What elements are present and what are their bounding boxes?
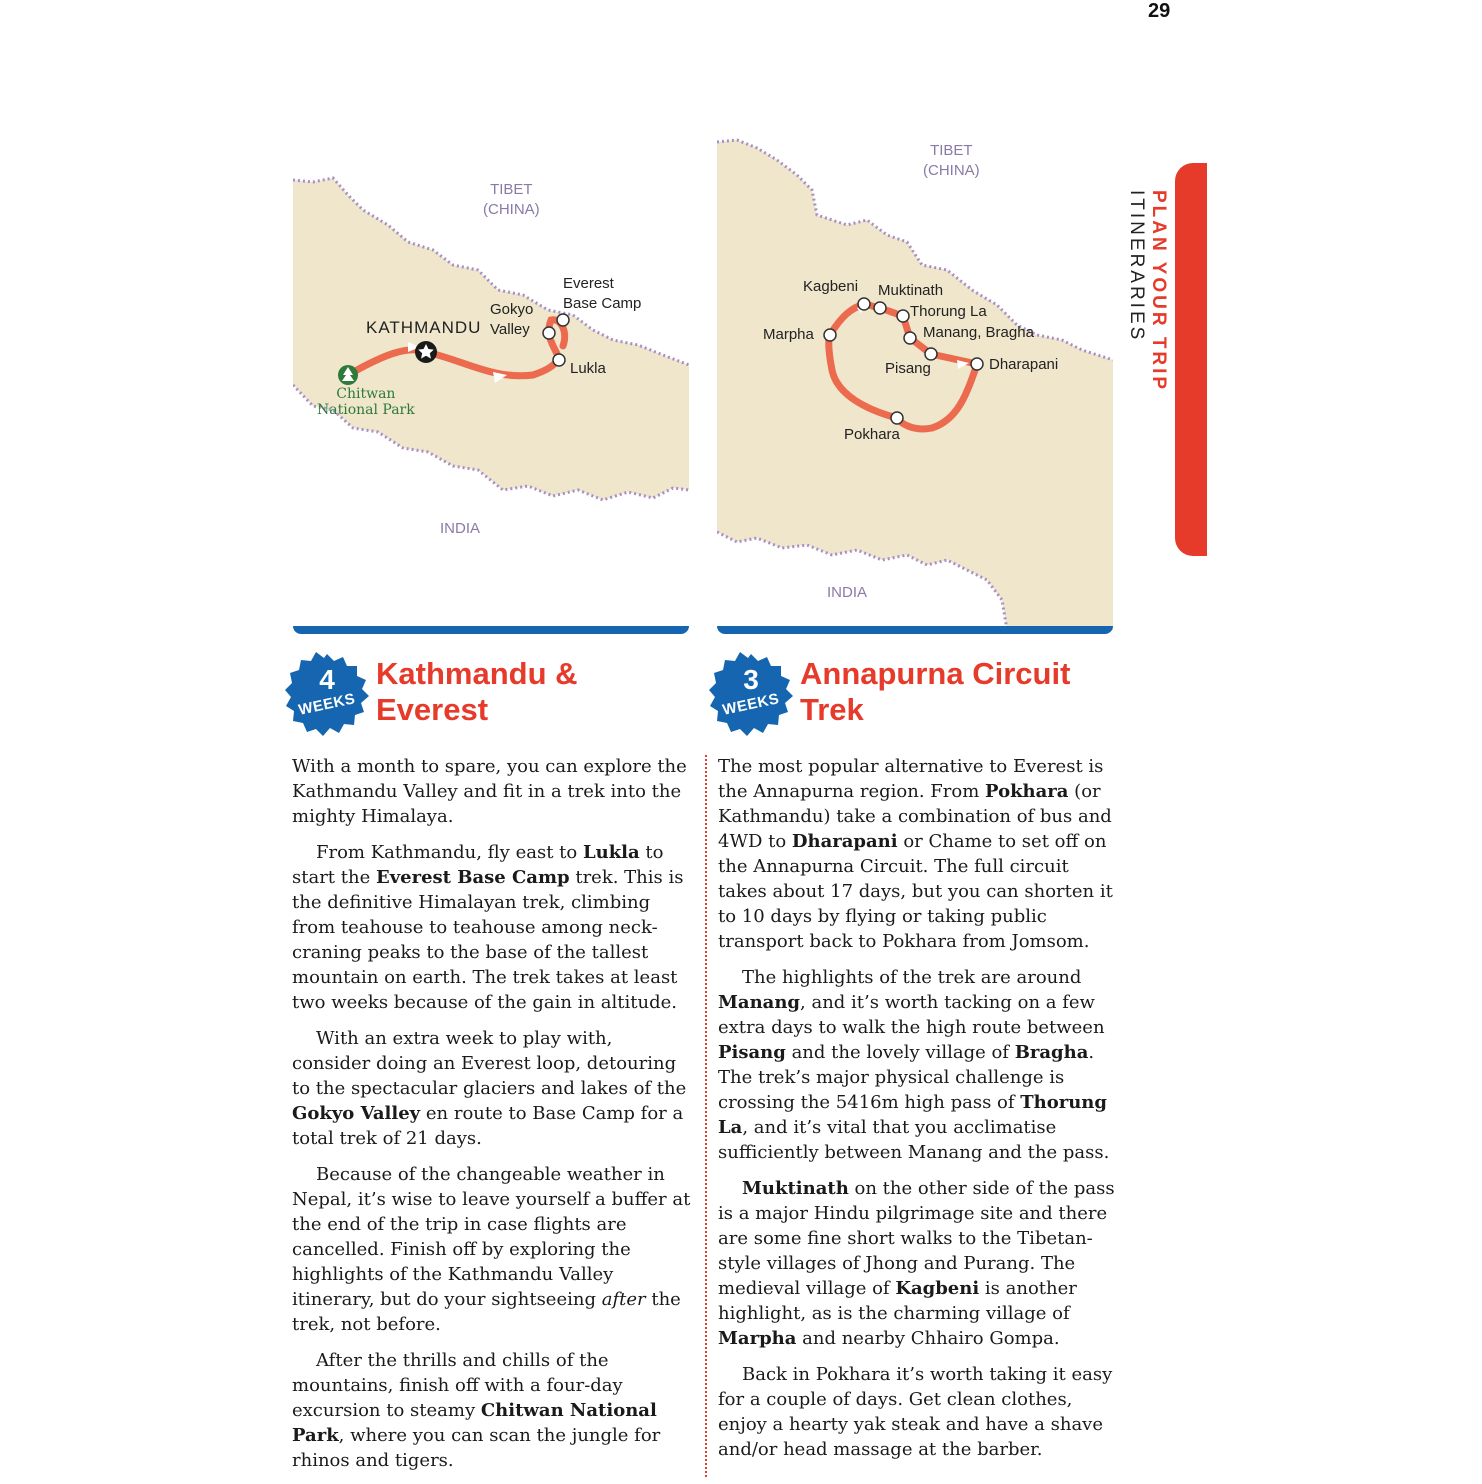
text-run: From Kathmandu, fly east to xyxy=(316,842,583,863)
thorung-marker xyxy=(897,310,909,322)
map-rule-left xyxy=(293,626,689,634)
text-run: and nearby Chhairo Gompa. xyxy=(796,1328,1060,1349)
body-paragraph xyxy=(292,1162,696,1337)
manang-marker xyxy=(904,332,916,344)
duration-badge-right xyxy=(709,652,793,736)
text-run: , and it’s vital that you acclimatise sufficiently between Manang and the pass. xyxy=(718,1117,1110,1163)
map-kathmandu-everest xyxy=(293,170,689,630)
body-paragraph xyxy=(292,1026,696,1151)
label-tibet-left: TIBET (CHINA) xyxy=(483,181,540,218)
text-run: . The trek’s major physical challenge is crossing the 5416m high pass of xyxy=(718,1042,1095,1113)
duration-badge-left xyxy=(285,652,369,736)
section-label xyxy=(1126,190,1169,530)
map-rule-right xyxy=(717,626,1113,634)
ebc-marker xyxy=(557,314,569,326)
place-name: Marpha xyxy=(718,1328,797,1349)
body-paragraph xyxy=(718,1176,1122,1351)
text-run: After the thrills and chills of the mountains, finish off with a four-day excursion to steamy xyxy=(292,1350,623,1421)
text-run: or Chame to set off on the Annapurna Circuit. The full circuit takes about 17 days, but you can shorten it to 10 days by flying or taking public transport back to Pokhara from Jomsom. xyxy=(718,831,1113,952)
text-run: Back in Pokhara it’s worth taking it easy for a couple of days. Get clean clothes, enjoy a hearty yak steak and have a shave and/or head massage at the barber. xyxy=(718,1364,1113,1460)
badge-number-left: 4 xyxy=(319,664,335,695)
column-right xyxy=(718,754,1122,1473)
place-name: Kagbeni xyxy=(895,1278,980,1299)
place-name: Manang xyxy=(718,992,801,1013)
body-paragraph xyxy=(718,965,1122,1165)
label-kathmandu: KATHMANDU xyxy=(366,318,482,337)
body-paragraph xyxy=(292,840,696,1015)
text-run: , and it’s worth tacking on a few extra days to walk the high route between xyxy=(718,992,1105,1038)
text-run: With a month to spare, you can explore the Kathmandu Valley and fit in a trek into the mighty Himalaya. xyxy=(292,756,687,827)
label-everest-base-camp: Everest Base Camp xyxy=(563,275,642,312)
map-annapurna-circuit xyxy=(717,130,1113,630)
label-muktinath: Muktinath xyxy=(878,282,944,299)
text-run: to start the xyxy=(292,842,664,888)
label-marpha: Marpha xyxy=(763,326,814,343)
place-name: Lukla xyxy=(582,842,640,863)
itinerary-title-right xyxy=(800,656,1070,728)
section-label-strong: PLAN YOUR TRIP xyxy=(1148,190,1169,393)
place-name: Chitwan National Park xyxy=(292,1400,657,1446)
body-paragraph xyxy=(718,1362,1122,1462)
text-run: Because of the changeable weather in Nepal, it’s wise to leave yourself a buffer at the end of the trip in case flights are cancelled. Finish off by exploring the highlights of the Kathmandu Valley itinerary, but do your sightseeing xyxy=(292,1164,691,1310)
place-name: Muktinath xyxy=(742,1178,849,1199)
label-manang-bragha: Manang, Bragha xyxy=(923,324,1034,341)
section-label-normal: ITINERARIES xyxy=(1126,190,1147,343)
itinerary-title-left xyxy=(376,656,578,728)
page-number: 29 xyxy=(1148,0,1171,22)
column-left xyxy=(292,754,696,1484)
text-run: The most popular alternative to Everest is the Annapurna region. From xyxy=(718,756,1104,802)
title-left-line1: Kathmandu & xyxy=(376,656,578,691)
muktinath-marker xyxy=(874,302,886,314)
gokyo-marker xyxy=(543,327,555,339)
place-name: Gokyo Valley xyxy=(292,1103,421,1124)
label-tibet-right: TIBET (CHINA) xyxy=(923,142,980,179)
body-paragraph xyxy=(292,754,696,829)
text-run: (or Kathmandu) take a combination of bus and 4WD to xyxy=(718,781,1112,852)
label-pokhara: Pokhara xyxy=(844,426,900,443)
text-run: the trek, not before. xyxy=(292,1289,681,1335)
label-india-left: INDIA xyxy=(440,520,481,537)
text-run: en route to Base Camp for a total trek of 21 days. xyxy=(292,1103,684,1149)
marpha-marker xyxy=(824,329,836,341)
text-run: With an extra week to play with, consider doing an Everest loop, detouring to the spectacular glaciers and lakes of the xyxy=(292,1028,687,1099)
label-gokyo-valley: Gokyo Valley xyxy=(490,301,534,338)
badge-unit-left: WEEKS xyxy=(297,690,357,719)
place-name: Pokhara xyxy=(985,781,1069,802)
place-name: Bragha xyxy=(1014,1042,1089,1063)
text-run: is another highlight, as is the charming village of xyxy=(718,1278,1077,1324)
nepal-land-right xyxy=(717,140,1113,630)
text-run: The highlights of the trek are around xyxy=(742,967,1082,988)
label-chitwan: Chitwan National Park xyxy=(317,386,415,418)
label-kagbeni: Kagbeni xyxy=(803,278,859,295)
text-run: on the other side of the pass is a major Hindu pilgrimage site and there are some fine short walks to the Tibetan-style villages of Jhong and Purang. The medieval village of xyxy=(718,1178,1115,1299)
text-run: and the lovely village of xyxy=(785,1042,1015,1063)
text-run: after xyxy=(601,1289,646,1310)
column-divider xyxy=(705,755,707,1477)
label-thorung-la: Thorung La xyxy=(910,303,987,320)
title-left-line2: Everest xyxy=(376,692,489,727)
badge-number-right: 3 xyxy=(743,664,759,695)
dharapani-marker xyxy=(971,358,983,370)
place-name: Thorung La xyxy=(718,1092,1107,1138)
title-right-line2: Trek xyxy=(800,692,864,727)
text-run: , where you can scan the jungle for rhinos and tigers. xyxy=(292,1425,661,1471)
label-lukla: Lukla xyxy=(570,360,606,377)
title-right-line1: Annapurna Circuit xyxy=(800,656,1071,691)
label-india-right: INDIA xyxy=(827,584,868,601)
kagbeni-marker xyxy=(858,298,870,310)
map-graphic-right xyxy=(717,130,1113,630)
body-paragraph xyxy=(718,754,1122,954)
lukla-marker xyxy=(553,354,565,366)
place-name: Pisang xyxy=(718,1042,786,1063)
pokhara-marker xyxy=(891,412,903,424)
label-pisang: Pisang xyxy=(885,360,931,377)
label-dharapani: Dharapani xyxy=(989,356,1059,373)
section-tab xyxy=(1175,163,1207,556)
place-name: Dharapani xyxy=(791,831,898,852)
pisang-marker xyxy=(925,348,937,360)
text-run: trek. This is the definitive Himalayan trek, climbing from teahouse to teahouse among neck-craning peaks to the base of the tallest mountain on earth. The trek takes at least two weeks because of the gain in altitude. xyxy=(292,867,684,1013)
badge-unit-right: WEEKS xyxy=(721,690,781,719)
body-paragraph xyxy=(292,1348,696,1473)
place-name: Everest Base Camp xyxy=(375,867,570,888)
